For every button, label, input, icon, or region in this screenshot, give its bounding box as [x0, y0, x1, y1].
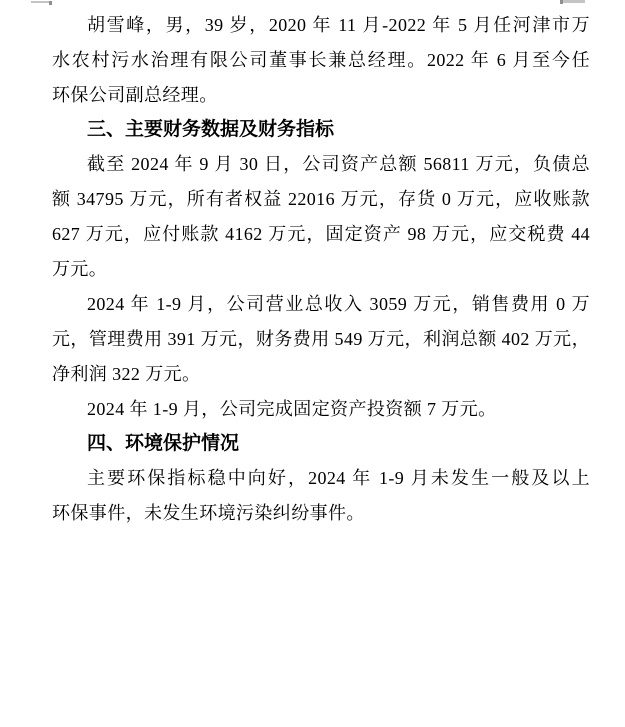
document-content [52, 8, 590, 531]
section-heading-environment: 四、环境保护情况 [87, 433, 240, 454]
page-top-left-mark [31, 1, 52, 3]
page-top-left-mark-cap [49, 1, 52, 5]
page-top-right-mark-cap [560, 0, 563, 4]
text-line: 水农村污水治理有限公司董事长兼总经理。2022 年 6 月至今任 [52, 50, 590, 70]
text-line: 主要环保指标稳中向好，2024 年 1-9 月未发生一般及以上 [87, 468, 590, 488]
section-heading-financial-data: 三、主要财务数据及财务指标 [87, 119, 335, 140]
text-line: 2024 年 1-9 月，公司完成固定资产投资额 7 万元。 [87, 399, 497, 419]
text-line: 额 34795 万元，所有者权益 22016 万元，存货 0 万元，应收账款 [52, 189, 590, 209]
text-line: 环保事件，未发生环境污染纠纷事件。 [52, 503, 365, 523]
text-line: 2024 年 1-9 月，公司营业总收入 3059 万元，销售费用 0 万 [87, 294, 590, 314]
text-line: 截至 2024 年 9 月 30 日，公司资产总额 56811 万元，负债总 [87, 154, 590, 174]
text-line: 万元。 [52, 259, 108, 279]
text-line: 627 万元，应付账款 4162 万元，固定资产 98 万元，应交税费 44 [52, 224, 590, 244]
text-line: 环保公司副总经理。 [52, 85, 218, 105]
text-line: 胡雪峰，男，39 岁，2020 年 11 月-2022 年 5 月任河津市万 [87, 15, 590, 35]
text-line: 元，管理费用 391 万元，财务费用 549 万元，利润总额 402 万元， [52, 329, 590, 349]
text-line: 净利润 322 万元。 [52, 364, 201, 384]
page-top-right-mark [560, 0, 585, 3]
